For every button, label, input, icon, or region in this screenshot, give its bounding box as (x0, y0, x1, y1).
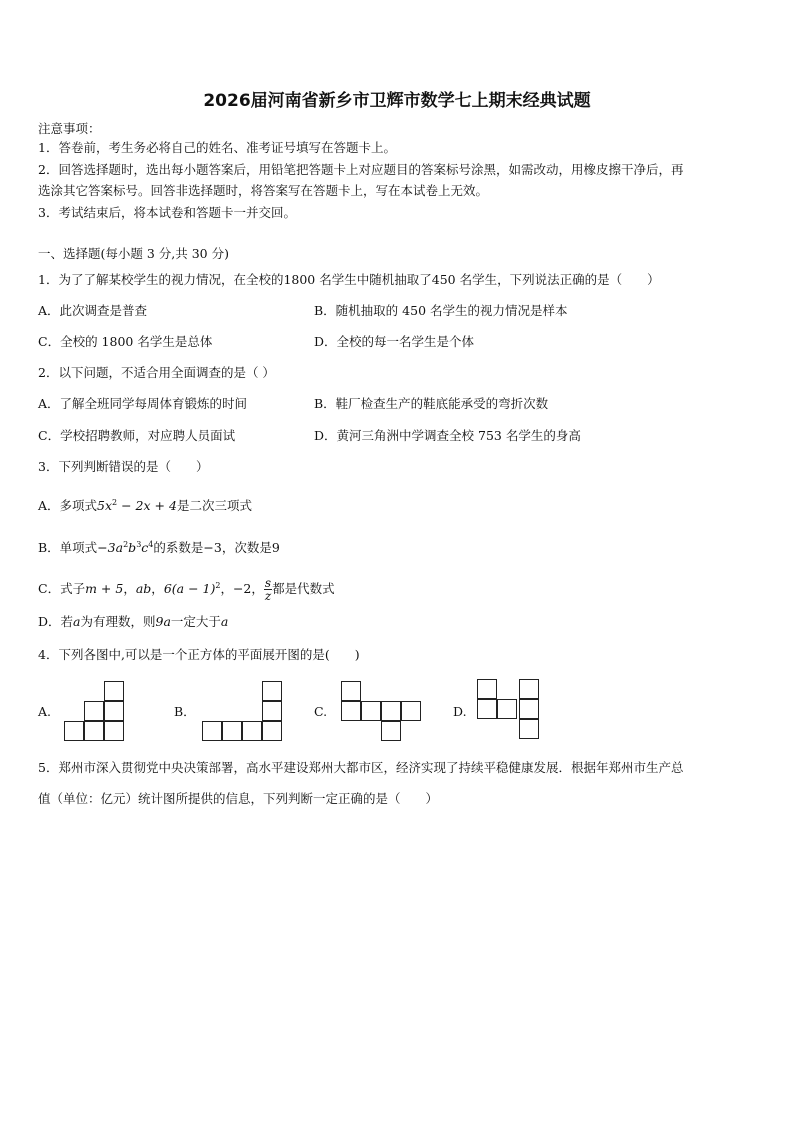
fraction-s-over-z: $\frac{s}{z}$ (264, 576, 272, 604)
question-2-option-a: A．了解全班同学每周体育锻炼的时间 (38, 396, 248, 411)
question-2-stem: 2．以下问题，不适合用全面调查的是（ ） (38, 365, 275, 380)
page-title: 2026届河南省新乡市卫辉市数学七上期末经典试题 (203, 91, 591, 111)
question-3-option-c: C．式子m + 5，ab，$6(a - 1)^2$，−2， $\frac{s}{z}$ 都是代数式 (38, 576, 335, 604)
notice-item-3: 3．考试结束后，将本试卷和答题卡一并交回。 (38, 205, 296, 220)
section-heading: 一、选择题(每小题 3 分,共 30 分) (38, 246, 229, 261)
question-4-stem: 4．下列各图中,可以是一个正方体的平面展开图的是( ) (38, 647, 360, 662)
notice-heading: 注意事项： (38, 121, 101, 136)
question-1-stem: 1．为了了解某校学生的视力情况，在全校的1800 名学生中随机抽取了450 名学生，下列说法正确的是（ ） (38, 272, 660, 287)
option-a-suffix: 是二次三项式 (176, 498, 252, 514)
option-d-mid2: 一定大于 (170, 614, 221, 629)
question-1-option-b: B．随机抽取的 450 名学生的视力情况是样本 (314, 303, 568, 318)
net-label-c: C. (314, 704, 328, 719)
option-c-prefix: C．式子 (38, 581, 86, 597)
option-c-suffix: 都是代数式 (272, 581, 335, 597)
expression-list: m + 5 (85, 581, 124, 597)
question-2-option-d: D．黄河三角洲中学调查全校 753 名学生的身高 (314, 428, 581, 443)
question-3-option-a (38, 495, 252, 514)
question-3-option-b (38, 537, 280, 556)
question-2-option-c: C．学校招聘教师，对应聘人员面试 (38, 428, 236, 443)
option-d-prefix: D．若 (38, 614, 74, 629)
question-3-stem: 3．下列判断错误的是（ ） (38, 459, 209, 474)
option-b-suffix: 的系数是−3，次数是9 (153, 540, 280, 556)
notice-item-2-cont: 选涂其它答案标号。回答非选择题时，将答案写在答题卡上，写在本试卷上无效。 (38, 183, 489, 198)
net-label-d: D. (453, 704, 467, 719)
net-label-b: B． (174, 704, 196, 719)
question-1-option-d: D．全校的每一名学生是个体 (314, 334, 475, 349)
option-b-prefix: B．单项式 (38, 540, 98, 556)
notice-item-2: 2．回答选择题时，选出每小题答案后，用铅笔把答题卡上对应题目的答案标号涂黑，如需改动，用橡皮擦干净后，再 (38, 162, 684, 177)
notice-item-1: 1．答卷前，考生务必将自己的姓名、准考证号填写在答题卡上。 (38, 140, 396, 155)
question-2-option-b: B．鞋厂检查生产的鞋底能承受的弯折次数 (314, 396, 549, 411)
option-a-prefix: A．多项式 (38, 498, 98, 514)
question-1-option-a: A．此次调查是普查 (38, 303, 148, 318)
question-1-option-c: C．全校的 1800 名学生是总体 (38, 334, 213, 349)
question-5-line-2: 值（单位：亿元）统计图所提供的信息，下列判断一定正确的是（ ） (38, 791, 439, 806)
question-3-option-d: D．若a为有理数，则9a一定大于a (38, 614, 229, 629)
monomial-formula: $-3a^2b^3c^4$ (97, 540, 154, 556)
net-label-a: A. (38, 704, 52, 719)
polynomial-formula: $5x^2 - 2x + 4$ (97, 498, 177, 514)
option-d-mid1: 为有理数，则 (80, 614, 156, 629)
question-5-line-1: 5．郑州市深入贯彻党中央决策部署，高水平建设郑州大都市区，经济实现了持续平稳健康发展．根据年郑州市生产总 (38, 760, 684, 775)
